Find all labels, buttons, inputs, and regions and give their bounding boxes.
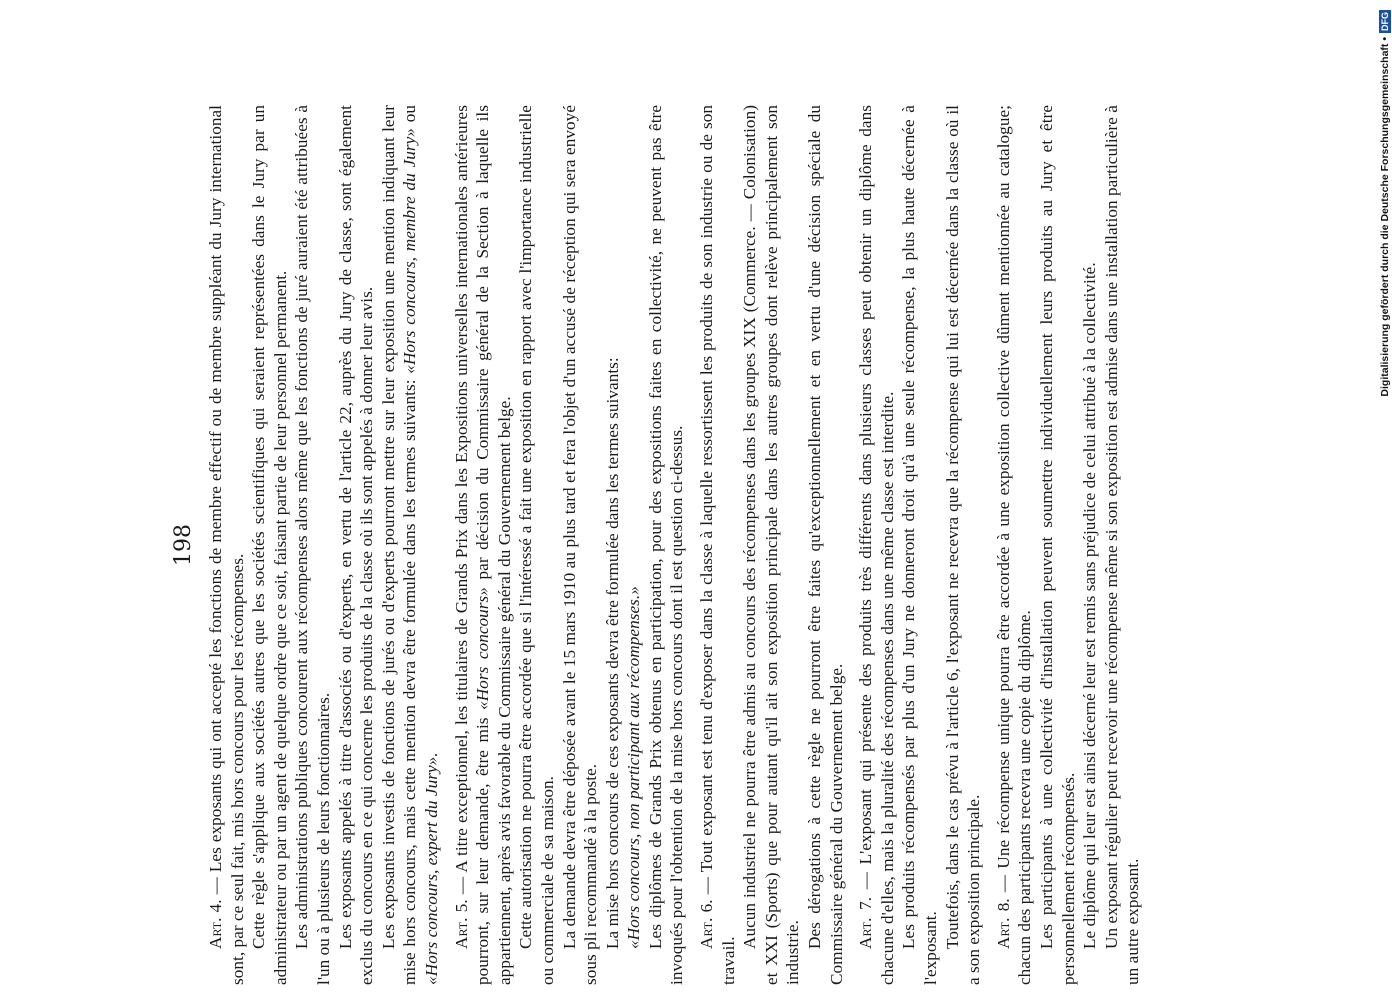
paragraph: Des dérogations à cette règle ne pourront être faites qu'exceptionnellement et en vertu d'une décision spéciale du Commissaire général du Gouvernement belge. bbox=[805, 105, 846, 985]
paragraph: Les produits récompensés par plus d'un Jury ne donneront droit qu'à une seule récompense, la plus haute décernée à l'exposant. bbox=[899, 105, 940, 985]
paragraph: Aucun industriel ne pourra être admis au concours des récompenses dans les groupes XIX (Commerce. — Colonisation) et XXI (Sports) que pour autant qu'il ait son exposition principale dans les autres groupes dont relève principalement son industrie. bbox=[740, 105, 803, 985]
paragraph-art-5: Art. 5. — A titre exceptionnel, les titulaires de Grands Prix dans les Expositions universelles internationales antérieures pourront, sur leur demande, être mis «Hors concours» par décision du Commissaire général de la Section à laquelle ils appartiennent, après avis favorable du Commissaire général du Gouvernement belge. bbox=[451, 105, 514, 985]
paragraph: Cette autorisation ne pourra être accordée que si l'intéressé a fait une exposition en rapport avec l'importance industrielle ou commerciale de sa maison. bbox=[516, 105, 557, 985]
digitization-note-text: Digitalisierung gefördert durch die Deutsche Forschungsgemeinschaft • bbox=[1379, 37, 1391, 397]
paragraph-art-4: Art. 4. — Les exposants qui ont accepté les fonctions de membre effectif ou de membre suppléant du Jury international sont, par ce seul fait, mis hors concours pour les récompenses. bbox=[206, 105, 247, 985]
paragraph: Les diplômes de Grands Prix obtenus en participation, pour des expositions faites en collectivité, ne peuvent pas être invoqués pour l'obtention de la mise hors concours dont il est question ci-dessus. bbox=[645, 105, 687, 985]
dfg-logo-icon: DFG bbox=[1380, 12, 1390, 31]
page-text bbox=[205, 105, 1144, 985]
page-number: 198 bbox=[171, 524, 196, 566]
paragraph: Les participants à une collectivité d'installation peuvent soumettre individuellement leurs produits au Jury et être personnellement récompensés. bbox=[1036, 105, 1078, 985]
paragraph: Les exposants investis de fonctions de jurés ou d'experts pourront mettre sur leur exposition une mention indiquant leur mise hors concours, mais cette mention devra être formulée dans les termes suivants: «Hors concours, membre du Jury» ou «Hors concours, expert du Jury». bbox=[378, 105, 441, 985]
paragraph: Cette règle s'applique aux sociétés autres que les sociétés scientifiques qui seraient représentées dans le Jury par un administrateur ou par un agent de quelque ordre que ce soit, faisant partie de leur personnel permanent. bbox=[249, 105, 290, 985]
paragraph: Le diplôme qui leur est ainsi décerné leur est remis sans préjudice de celui attribué à la collectivité. bbox=[1080, 262, 1100, 949]
paragraph: Un exposant régulier peut recevoir une récompense même si son exposition est admise dans une installation particulière à un autre exposant. bbox=[1101, 105, 1143, 985]
rotated-page bbox=[170, 105, 1255, 985]
paragraph-art-6: Art. 6. — Tout exposant est tenu d'exposer dans la classe à laquelle ressortissent les produits de son industrie ou de son travail. bbox=[697, 105, 738, 985]
digitization-note bbox=[1378, 10, 1392, 985]
paragraph-art-7: Art. 7. — L'exposant qui présente des produits très différents dans plusieurs classes peut obtenir un diplôme dans chacune d'elles, mais la pluralité des récompenses dans une même classe est interdite. bbox=[856, 105, 897, 985]
paragraph: Les exposants appelés à titre d'associés ou d'experts, en vertu de l'article 22, auprès du Jury de classe, sont également exclus du concours en ce qui concerne les produits de la classe où ils sont appelés à donner leur avis. bbox=[335, 105, 377, 985]
paragraph: Toutefois, dans le cas prévu à l'article 6, l'exposant ne recevra que la récompense qui lui est décernée dans la classe où il a son exposition principale. bbox=[942, 105, 984, 985]
paragraph-art-8: Art. 8. — Une récompense unique pourra être accordée à une exposition collective dûment mentionnée au catalogue; chacun des participants recevra une copie du diplôme. bbox=[993, 105, 1035, 985]
paragraph: La mise hors concours de ces exposants devra être formulée dans les termes suivants: bbox=[602, 357, 622, 949]
paragraph-quote: «Hors concours, non participant aux récompenses.» bbox=[624, 586, 644, 949]
paragraph: Les administrations publiques concourent aux récompenses alors même que les fonctions de juré auraient été attribuées à l'un ou à plusieurs de leurs fonctionnaires. bbox=[292, 105, 333, 985]
paragraph: La demande devra être déposée avant le 15 mars 1910 au plus tard et fera l'objet d'un accusé de réception qui sera envoyé sous pli recommandé à la poste. bbox=[559, 105, 601, 985]
